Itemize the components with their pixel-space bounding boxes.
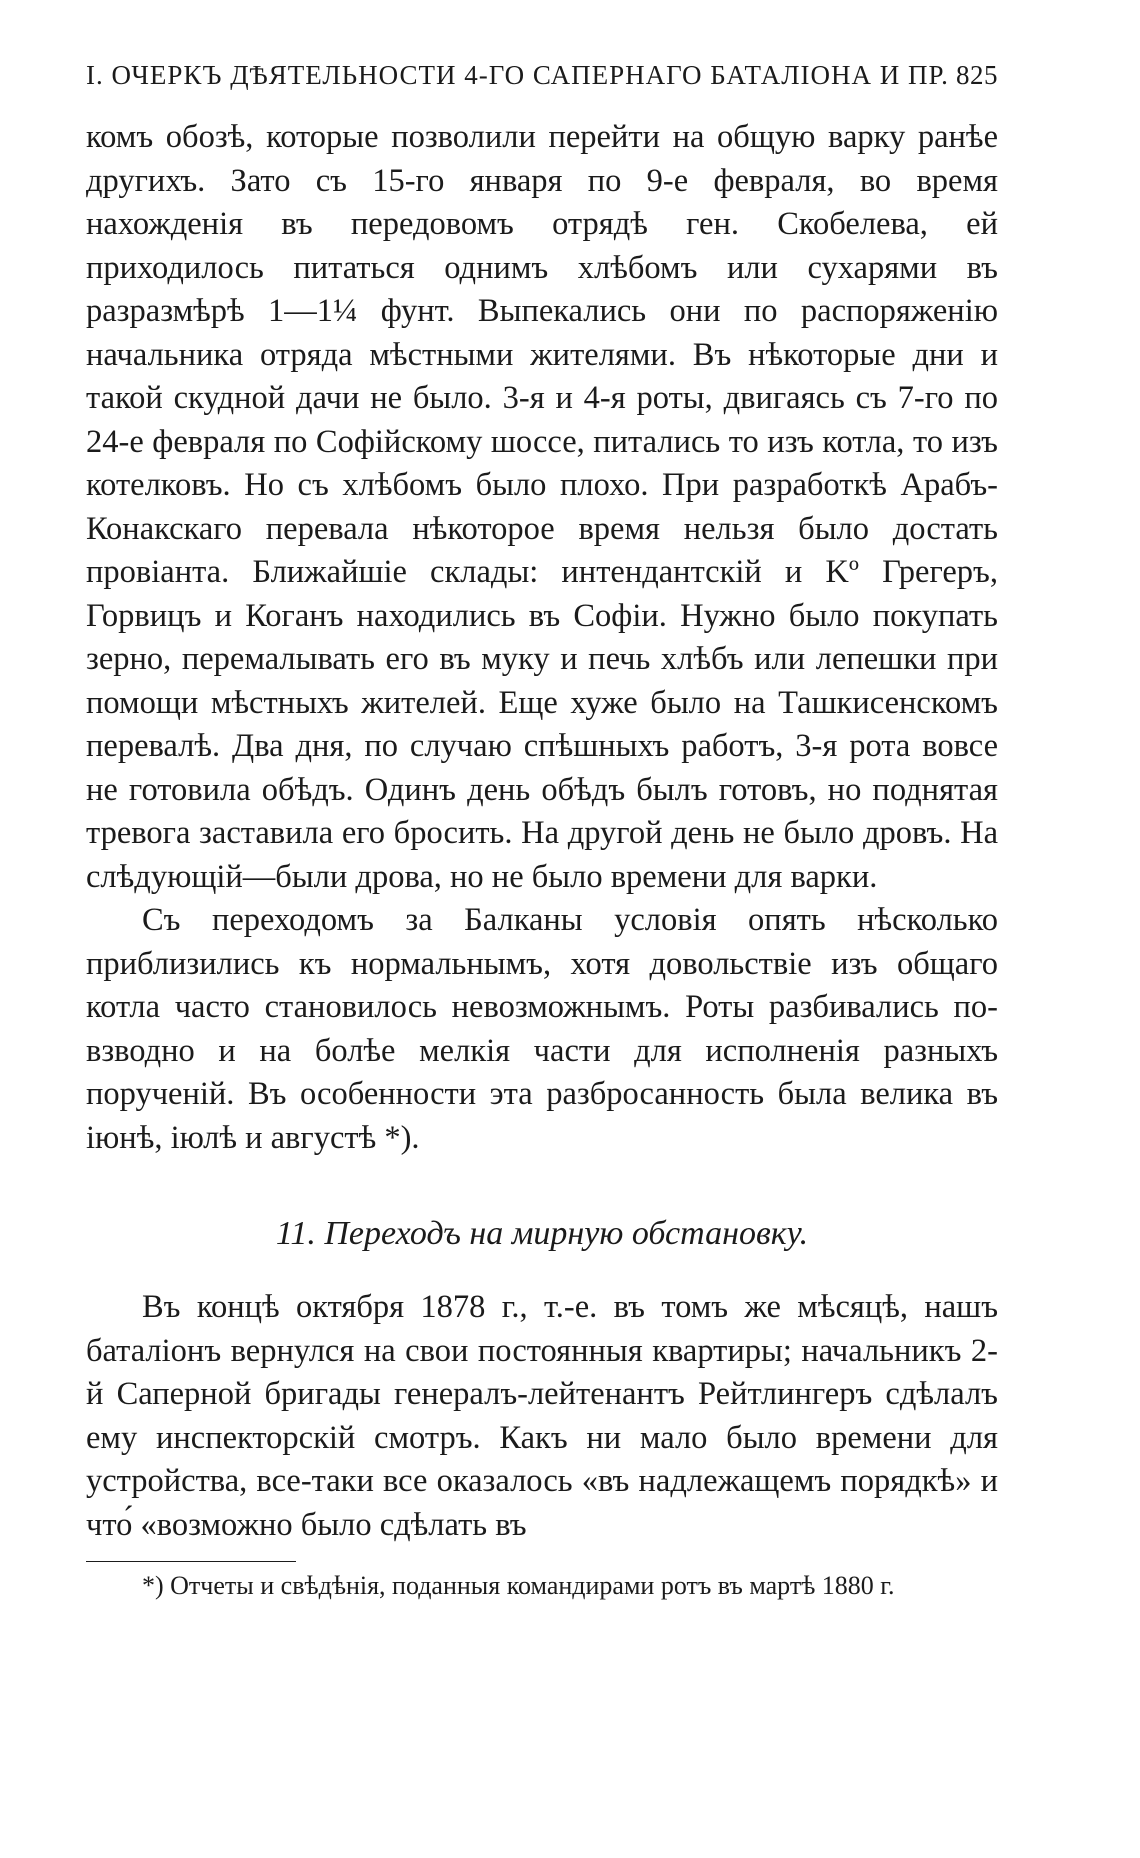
footnote-divider	[86, 1561, 296, 1562]
running-head-title: I. ОЧЕРКЪ ДѢЯТЕЛЬНОСТИ 4-ГО САПЕРНАГО БАТАЛІОНА И ПР.	[86, 60, 949, 90]
paragraph-balkans: Съ переходомъ за Балканы условія опять нѣсколько приблизились къ нормальнымъ, хотя довольствіе изъ общаго котла часто становилось невозможнымъ. Роты разбивались по-взводно и на болѣе мелкія части для исполненія разныхъ порученій. Въ особенности эта разбросанность была велика въ іюнѣ, іюлѣ и августѣ *).	[86, 902, 998, 1156]
paragraph-peace-transition: Въ концѣ октября 1878 г., т.-е. въ томъ же мѣсяцѣ, нашъ баталіонъ вернулся на свои постоянныя квартиры; начальникъ 2-й Саперной бригады генералъ-лейтенантъ Рейтлингеръ сдѣлалъ ему инспекторскій смотръ. Какъ ни мало было времени для устройства, все-таки все оказалось «въ надлежащемъ порядкѣ» и что́ «возможно было сдѣлать въ	[86, 1289, 998, 1543]
section-heading: 11. Переходъ на мирную обстановку.	[275, 1215, 809, 1252]
page-number: 825	[956, 60, 998, 90]
document-page	[86, 60, 998, 1604]
running-head	[86, 60, 998, 116]
paragraph-continued: комъ обозѣ, которые позволили перейти на общую варку ранѣе другихъ. Зато съ 15-го января по 9-е февраля, во время нахожденія въ передовомъ отрядѣ ген. Скобелева, ей приходилось питаться однимъ хлѣбомъ или сухарями въ разразмѣрѣ 1—1¼ фунт. Выпекались они по распоряженію начальника отряда мѣстными жителями. Въ нѣкоторые дни и такой скудной дачи не было. 3-я и 4-я роты, двигаясь съ 7-го по 24-е февраля по Софійскому шоссе, питались то изъ котла, то изъ котелковъ. Но съ хлѣбомъ было плохо. При разработкѣ Арабъ-Конакскаго перевала нѣкоторое время нельзя было достать провіанта. Ближайшіе склады: интендантскій и Kº Грегеръ, Горвицъ и Коганъ находились въ Софіи. Нужно было покупать зерно, перемалывать его въ муку и печь хлѣбъ или лепешки при помощи мѣстныхъ жителей. Еще хуже было на Ташкисенскомъ перевалѣ. Два дня, по случаю спѣшныхъ работъ, 3-я рота вовсе не готовила обѣдъ. Одинъ день обѣдъ былъ готовъ, но поднятая тревога заставила его бросить. На другой день не было дровъ. На слѣдующій—были дрова, но не было времени для варки.	[86, 119, 998, 895]
footnote: *) Отчеты и свѣдѣнія, поданныя командирами ротъ въ мартѣ 1880 г.	[142, 1571, 895, 1600]
body-text	[86, 116, 998, 1547]
